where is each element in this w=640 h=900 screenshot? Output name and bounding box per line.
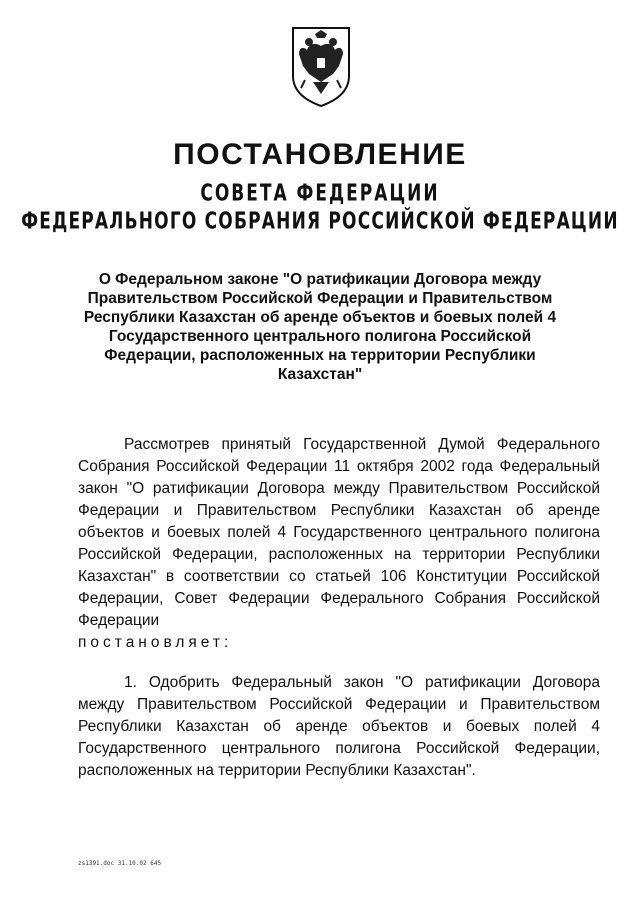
coat-of-arms-emblem: [285, 24, 357, 108]
resolves-word: постановляет:: [78, 634, 233, 651]
document-subject: О Федеральном законе "О ратификации Договора между Правительством Российской Федерации и Правительством Республики Казахстан об аренде объектов и боевых полей 4 Государственного центрального полигона Российской Федерации, расположенных на территории Республики Казахстан": [83, 271, 557, 383]
preamble-text: Рассмотрев принятый Государственной Думой Федерального Собрания Российской Федерации 11 октября 2002 года Федеральный закон "О ратификации Договора между Правительством Российской Федерации и Правительством Республики Казахстан об аренде объектов и боевых полей 4 Государственного центрального полигона Российской Федерации, расположенных на территории Республики Казахстан" в соответствии со статьей 106 Конституции Российской Федерации, Совет Федерации Федерального Собрания Российской Федерации: [78, 436, 600, 629]
issuing-body-line2: ФЕДЕРАЛЬНОГО СОБРАНИЯ РОССИЙСКОЙ ФЕДЕРАЦИИ: [21, 208, 619, 235]
document-type-title: ПОСТАНОВЛЕНИЕ: [173, 138, 467, 171]
file-reference-footer: zs1391.doc 31.10.02 645: [78, 860, 162, 867]
double-headed-eagle-icon: [285, 24, 357, 108]
issuing-body-line1: СОВЕТА ФЕДЕРАЦИИ: [200, 180, 440, 207]
clause-1: 1. Одобрить Федеральный закон "О ратификации Договора между Правительством Российской Федерации и Правительством Республики Казахстан об аренде объектов и боевых полей 4 Государственного центрального полигона Российской Федерации, расположенных на территории Республики Казахстан".: [78, 674, 600, 779]
preamble-paragraph: [78, 434, 600, 654]
